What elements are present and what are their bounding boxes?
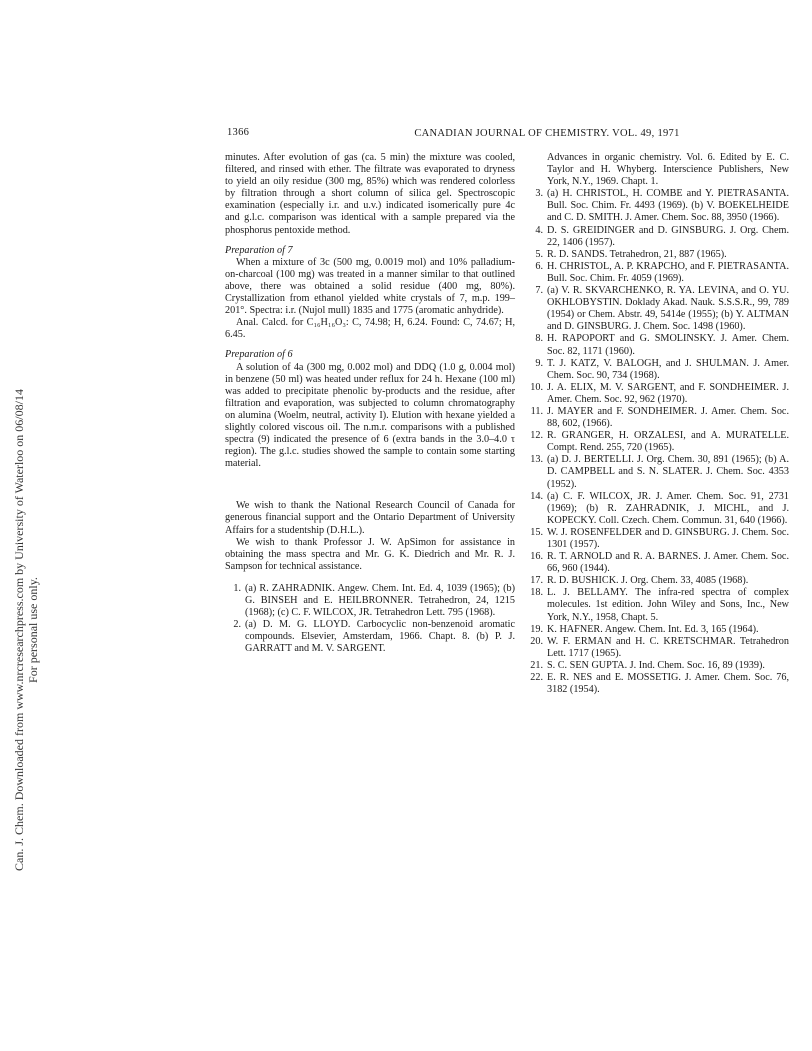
- reference-item: 15. W. J. ROSENFELDER and D. GINSBURG. J. Chem. Soc. 1301 (1957).: [530, 526, 789, 550]
- reference-item: 13. (a) D. J. BERTELLI. J. Org. Chem. 30, 891 (1965); (b) A. D. CAMPBELL and S. N. SLATER. J. Chem. Soc. 4353 (1952).: [530, 454, 789, 490]
- reference-list-left: [225, 583, 515, 656]
- reference-item: 6. H. CHRISTOL, A. P. KRAPCHO, and F. PIETRASANTA. Bull. Soc. Chim. Fr. 4059 (1969).: [535, 260, 789, 284]
- reference-item: 18. L. J. BELLAMY. The infra-red spectra of complex molecules. 1st edition. John Wiley and Sons, Inc., New York, N.Y., 1958, Chapt. 5.: [530, 587, 789, 623]
- reference-item: 9. T. J. KATZ, V. BALOGH, and J. SHULMAN. J. Amer. Chem. Soc. 90, 734 (1968).: [535, 357, 789, 381]
- reference-item: 3. (a) H. CHRISTOL, H. COMBE and Y. PIETRASANTA. Bull. Soc. Chim. Fr. 4493 (1969). (b) V. BOEKELHEIDE and C. D. SMITH. J. Amer. Chem. Soc. 88, 3950 (1966).: [535, 188, 789, 224]
- reference-item: 16. R. T. ARNOLD and R. A. BARNES. J. Amer. Chem. Soc. 66, 960 (1944).: [530, 551, 789, 575]
- prep7-analysis: Anal. Calcd. for C₁₆H₁₆O₃: C, 74.98; H, 6.24. Found: C, 74.67; H, 6.45.: [225, 317, 515, 341]
- reference-item: 17. R. D. BUSHICK. J. Org. Chem. 33, 4085 (1968).: [530, 575, 749, 587]
- acknowledgement-1: We wish to thank the National Research Council of Canada for generous financial support and the Ontario Department of University Affairs for a studentship (D.H.L.).: [225, 500, 515, 536]
- watermark-line-1: Can. J. Chem. Downloaded from www.nrcresearchpress.com by University of Waterloo on 06/08/14: [12, 389, 26, 871]
- reference-item: 2. (a) D. M. G. LLOYD. Carbocyclic non-benzenoid aromatic compounds. Elsevier, Amsterdam, 1966. Chapt. 8. (b) P. J. GARRATT and M. V. SARGENT.: [233, 619, 515, 655]
- acknowledgement-2: We wish to thank Professor J. W. ApSimon for assistance in obtaining the mass spectra and Mr. G. K. Diedrich and Mr. R. J. Sampson for technical assistance.: [225, 536, 515, 572]
- reference-item: 7. (a) V. R. SKVARCHENKO, R. YA. LEVINA, and O. YU. OKHLOBYSTIN. Doklady Akad. Nauk. S.S.S.R., 99, 789 (1954) or Chem. Abstr. 49, 5414e (1955); (b) Y. ALTMAN and D. GINSBURG. J. Chem. Soc. 1498 (1960).: [535, 285, 789, 333]
- running-header: [227, 127, 782, 141]
- reference-item: 19. K. HAFNER. Angew. Chem. Int. Ed. 3, 165 (1964).: [530, 623, 759, 635]
- reference-item: 8. H. RAPOPORT and G. SMOLINSKY. J. Amer. Chem. Soc. 82, 1171 (1960).: [535, 333, 789, 357]
- reference-item: 4. D. S. GREIDINGER and D. GINSBURG. J. Org. Chem. 22, 1406 (1957).: [535, 224, 789, 248]
- journal-title: CANADIAN JOURNAL OF CHEMISTRY. VOL. 49, 1971: [414, 128, 680, 139]
- reference-item: 14. (a) C. F. WILCOX, JR. J. Amer. Chem. Soc. 91, 2731 (1969); (b) R. ZAHRADNIK, J. MICHL, and J. KOPECKY. Coll. Czech. Chem. Commun. 31, 640 (1966).: [530, 490, 789, 526]
- page-number: 1366: [227, 127, 250, 138]
- prep6-heading: Preparation of 6: [225, 349, 293, 361]
- reference-list-right: [527, 188, 789, 696]
- reference-item: 12. R. GRANGER, H. ORZALESI, and A. MURATELLE. Compt. Rend. 255, 720 (1965).: [530, 430, 789, 454]
- reference-continuation: Advances in organic chemistry. Vol. 6. Edited by E. C. Taylor and H. Whyberg. Interscience Publishers, New York, N.Y., 1969. Chapt. 1.: [547, 152, 789, 188]
- watermark-line-2: For personal use only.: [26, 577, 40, 683]
- left-column: [225, 152, 515, 655]
- reference-item: 1. (a) R. ZAHRADNIK. Angew. Chem. Int. Ed. 4, 1039 (1965); (b) G. BINSEH and E. HEILBRONNER. Tetrahedron, 24, 1215 (1968); (c) C. F. WILCOX, JR. Tetrahedron Lett. 795 (1968).: [233, 582, 515, 619]
- reference-item: 21. S. C. SEN GUPTA. J. Ind. Chem. Soc. 16, 89 (1939).: [530, 659, 765, 671]
- prep7-heading: Preparation of 7: [225, 244, 293, 256]
- reference-item: 10. J. A. ELIX, M. V. SARGENT, and F. SONDHEIMER. J. Amer. Chem. Soc. 92, 962 (1970).: [530, 381, 789, 405]
- prep6-paragraph: A solution of 4a (300 mg, 0.002 mol) and DDQ (1.0 g, 0.004 mol) in benzene (50 ml) was heated under reflux for 24 h. Hexane (100 ml) was added to precipitate phenolic by-products and the residue, after filtration and evaporation, was subjected to column chromatography on alumina (Woelm, neutral, activity I). Elution with hexane yielded a slightly colored viscous oil. The n.m.r. comparisons with a published spectra (9) indicated the presence of 6 (extra bands in the 3.0–4.0 τ region). The g.l.c. studies showed the sample to contain some starting material.: [225, 361, 515, 470]
- download-watermark: [0, 330, 40, 930]
- reference-item: 20. W. F. ERMAN and H. C. KRETSCHMAR. Tetrahedron Lett. 1717 (1965).: [530, 635, 789, 659]
- right-column: [527, 152, 789, 696]
- reference-item: 11. J. MAYER and F. SONDHEIMER. J. Amer. Chem. Soc. 88, 602, (1966).: [530, 405, 789, 430]
- reference-item: 5. R. D. SANDS. Tetrahedron, 21, 887 (1965).: [535, 248, 727, 260]
- reference-item: 22. E. R. NES and E. MOSSETIG. J. Amer. Chem. Soc. 76, 3182 (1954).: [530, 672, 789, 696]
- prep7-paragraph: When a mixture of 3c (500 mg, 0.0019 mol) and 10% palladium-on-charcoal (100 mg) was treated in a manner similar to that outlined above, there was obtained a solid residue (400 mg, 80%). Crystallization from ethanol yielded white crystals of 7, m.p. 199–201°. Spectra: i.r. (Nujol mull) 1835 and 1775 (aromatic anhydride).: [225, 256, 515, 317]
- intro-paragraph: minutes. After evolution of gas (ca. 5 min) the mixture was cooled, filtered, and rinsed with ether. The filtrate was evaporated to dryness to yield an oily residue (300 mg, 85%) which was rendered colorless by filtration through a short column of silica gel. Spectroscopic examination (especially i.r. and u.v.) indicated isomerically pure 4c and g.l.c. comparison was identical with a sample prepared via the phosphorus pentoxide method.: [225, 152, 515, 236]
